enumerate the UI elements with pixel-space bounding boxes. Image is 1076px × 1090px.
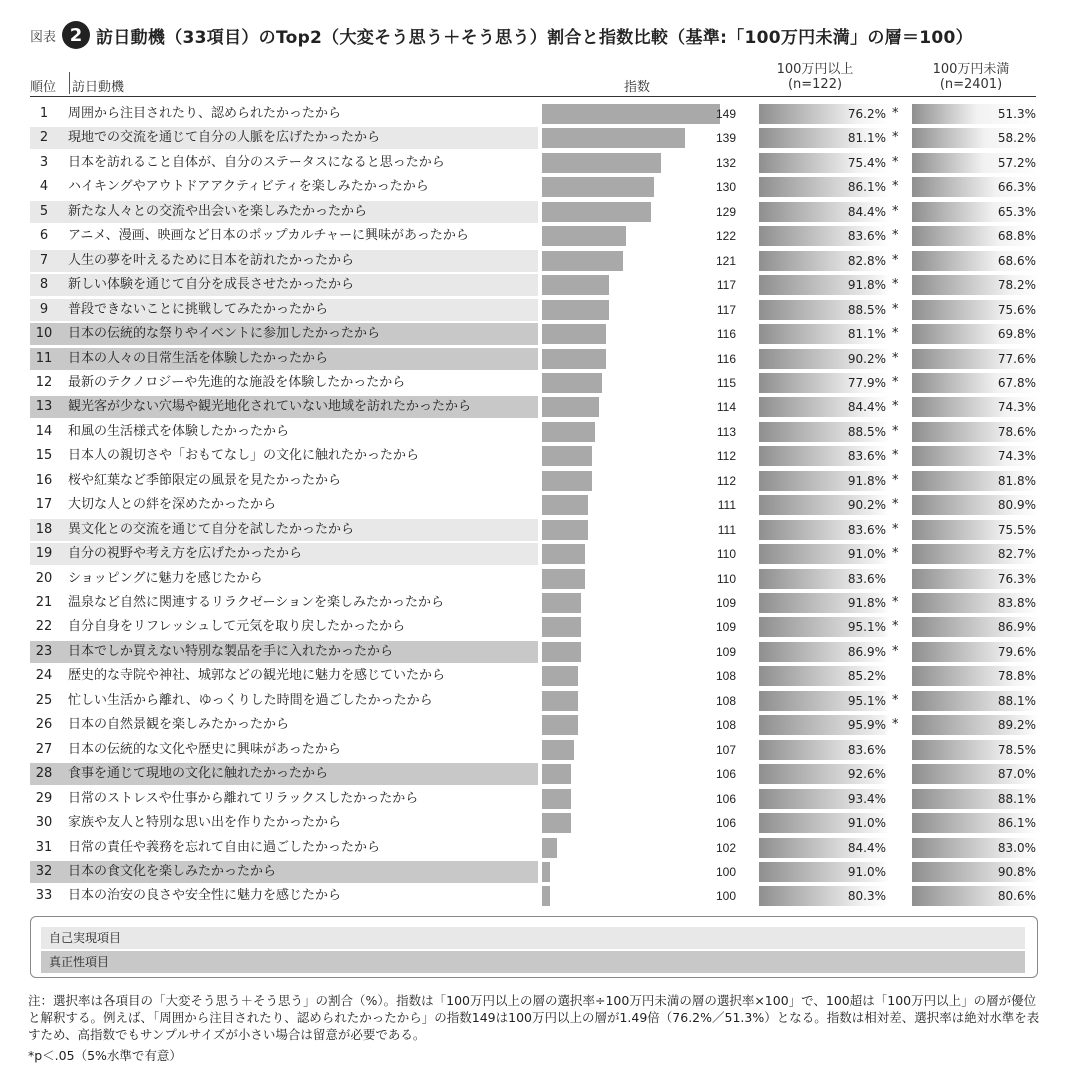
pct-low-value: 78.8% [997, 669, 1036, 684]
pct-low-value: 87.0% [997, 767, 1036, 782]
index-value: 109 [715, 620, 736, 635]
high-income-label: 100万円以上 [776, 62, 854, 77]
pct-high-value: 93.4% [847, 791, 886, 806]
motive-label: 異文化との交流を通じて自分を試したかったから [68, 521, 355, 537]
index-value: 107 [715, 742, 736, 757]
pct-low-value: 74.3% [997, 400, 1036, 415]
pct-high-value: 84.4% [847, 840, 886, 855]
index-bar [542, 422, 595, 442]
pct-high-value: 88.5% [847, 424, 886, 439]
rank-cell: 30 [35, 815, 53, 831]
pct-low-value: 75.6% [997, 302, 1036, 317]
index-bar [542, 642, 581, 662]
index-value: 130 [715, 180, 736, 195]
table-row [30, 591, 1040, 615]
index-value: 112 [716, 473, 736, 488]
significance-mark: * [892, 350, 899, 366]
rank-cell: 6 [39, 228, 49, 244]
index-value: 111 [717, 498, 736, 513]
header-rule [30, 96, 1036, 97]
index-bar [542, 495, 588, 515]
pct-high-value: 84.4% [847, 400, 886, 415]
motive-label: 日常のストレスや仕事から離れてリラックスしたかったから [68, 790, 419, 806]
rank-cell: 21 [35, 595, 53, 610]
significance-mark: * [892, 448, 899, 464]
motive-label: ショッピングに魅力を感じたから [68, 570, 263, 586]
figure-number-badge: 2 [62, 21, 90, 49]
col-header-high-income [760, 62, 870, 92]
pct-high-value: 91.8% [847, 596, 886, 610]
index-value: 114 [716, 400, 736, 415]
pct-low-value: 68.6% [997, 253, 1036, 268]
motive-label: 新しい体験を通じて自分を成長させたかったから [68, 277, 355, 293]
table-row [30, 689, 1040, 713]
significance-mark [892, 664, 904, 688]
significance-mark: * [892, 277, 899, 293]
rank-cell: 24 [35, 668, 53, 684]
index-bar [542, 740, 574, 760]
pct-high-value: 82.8% [847, 253, 886, 268]
table-row [30, 371, 1040, 395]
col-header-rank: 順位 [30, 80, 57, 95]
index-value: 108 [715, 693, 736, 708]
pct-low-value: 78.5% [997, 742, 1036, 757]
table-row [30, 787, 1040, 811]
motive-label: 日本の伝統的な祭りやイベントに参加したかったから [68, 326, 381, 342]
motive-label: 日本の人々の日常生活を体験したかったから [68, 350, 329, 366]
pct-high-value: 88.5% [847, 302, 886, 317]
significance-mark: * [892, 374, 899, 390]
figure-title: 訪日動機（33項目）のTop2（大変そう思う＋そう思う）割合と指数比較（基準:「100万円未満」の層＝100） [96, 27, 973, 48]
rank-cell: 25 [35, 692, 53, 708]
motive-label: 日本の自然景観を楽しみたかったから [68, 717, 290, 733]
motive-label: 自分自身をリフレッシュして元気を取り戻したかったから [68, 619, 406, 635]
pct-high-value: 90.2% [847, 498, 886, 513]
significance-note: *p＜.05（5%水準で有意） [28, 1048, 182, 1063]
significance-mark: * [892, 643, 899, 659]
pct-high-value: 83.6% [847, 449, 886, 464]
rank-cell: 22 [35, 619, 53, 635]
pct-low-value: 69.8% [997, 327, 1036, 342]
significance-mark [892, 884, 904, 908]
pct-high-value: 92.6% [847, 767, 886, 782]
col-header-index: 指数 [624, 80, 651, 95]
index-value: 110 [716, 571, 736, 586]
index-value: 109 [715, 644, 736, 659]
rank-cell: 15 [35, 448, 53, 464]
rank-cell: 1 [39, 106, 49, 121]
rank-cell: 11 [35, 350, 53, 366]
pct-low-value: 80.6% [997, 889, 1036, 904]
table-row [30, 102, 1040, 126]
index-value: 132 [715, 155, 736, 170]
pct-low-value: 83.0% [997, 840, 1036, 855]
table-row [30, 273, 1040, 297]
motive-label: 忙しい生活から離れ、ゆっくりした時間を過ごしたかったから [68, 692, 433, 708]
pct-low-value: 89.2% [997, 718, 1036, 733]
rank-cell: 14 [35, 423, 53, 439]
index-bar [542, 569, 585, 589]
motive-label: 桜や紅葉など季節限定の風景を見たかったから [68, 472, 342, 488]
rank-cell: 3 [39, 154, 49, 170]
pct-low-value: 82.7% [997, 547, 1036, 562]
significance-mark: * [892, 423, 899, 439]
significance-mark: * [892, 130, 899, 146]
pct-low-value: 90.8% [997, 864, 1036, 879]
pct-low-value: 86.9% [997, 620, 1036, 635]
significance-mark: * [892, 203, 899, 219]
pct-low-value: 78.2% [997, 278, 1036, 293]
pct-high-value: 83.6% [847, 229, 886, 244]
index-value: 117 [716, 302, 736, 317]
pct-high-value: 91.0% [847, 864, 886, 879]
rank-cell: 28 [35, 766, 53, 782]
motive-label: 家族や友人と特別な思い出を作りたかったから [68, 815, 342, 831]
pct-low-value: 83.8% [997, 596, 1036, 610]
index-value: 109 [715, 596, 736, 610]
significance-mark [892, 738, 904, 762]
pct-low-value: 75.5% [997, 522, 1036, 537]
table-row [30, 493, 1040, 517]
table-row [30, 298, 1040, 322]
significance-mark: * [892, 154, 899, 170]
index-value: 106 [715, 791, 736, 806]
pct-low-value: 74.3% [997, 449, 1036, 464]
pct-high-value: 91.8% [847, 278, 886, 293]
significance-mark [892, 811, 904, 835]
figure-label: 図表 [30, 29, 57, 45]
pct-low-value: 57.2% [997, 155, 1036, 170]
table-row [30, 126, 1040, 150]
pct-low-value: 58.2% [997, 131, 1036, 146]
index-bar [542, 691, 578, 711]
rank-cell: 4 [39, 179, 49, 195]
pct-high-value: 80.3% [847, 889, 886, 904]
pct-high-value: 85.2% [847, 669, 886, 684]
table-row [30, 615, 1040, 639]
table-row [30, 224, 1040, 248]
pct-low-value: 66.3% [997, 180, 1036, 195]
index-bar [542, 471, 592, 491]
motive-label: アニメ、漫画、映画など日本のポップカルチャーに興味があったから [68, 228, 469, 244]
table-row [30, 713, 1040, 737]
index-value: 106 [715, 767, 736, 782]
col-header-low-income [916, 62, 1026, 92]
motive-label: 最新のテクノロジーや先進的な施設を体験したかったから [68, 374, 406, 390]
significance-mark: * [892, 179, 899, 195]
table-row [30, 347, 1040, 371]
index-bar [542, 153, 661, 173]
table-row [30, 444, 1040, 468]
index-bar [542, 544, 585, 564]
significance-mark: * [892, 497, 899, 513]
pct-high-value: 83.6% [847, 571, 886, 586]
index-bar [542, 300, 609, 320]
rank-cell: 29 [35, 790, 53, 806]
index-bar [542, 373, 602, 393]
index-value: 116 [716, 327, 736, 342]
legend-authenticity: 真正性項目 [41, 951, 1025, 973]
significance-mark [892, 567, 904, 591]
motive-label: 日本の食文化を楽しみたかったから [68, 863, 277, 879]
rank-cell: 27 [35, 741, 53, 757]
index-bar [542, 104, 720, 124]
index-value: 121 [715, 253, 736, 268]
index-value: 108 [715, 669, 736, 684]
index-value: 113 [716, 424, 736, 439]
rank-cell: 2 [39, 130, 49, 146]
significance-mark: * [892, 595, 899, 610]
rank-cell: 13 [35, 399, 53, 415]
rank-cell: 32 [35, 863, 53, 879]
table-row [30, 249, 1040, 273]
rank-cell: 31 [35, 839, 53, 855]
pct-low-value: 77.6% [997, 351, 1036, 366]
pct-high-value: 81.1% [847, 327, 886, 342]
rank-cell: 5 [39, 203, 49, 219]
index-bar [542, 838, 557, 858]
pct-low-value: 86.1% [997, 816, 1036, 831]
table-row [30, 542, 1040, 566]
index-value: 117 [716, 278, 736, 293]
pct-high-value: 84.4% [847, 204, 886, 219]
index-value: 129 [715, 204, 736, 219]
pct-high-value: 86.1% [847, 180, 886, 195]
rank-cell: 8 [39, 277, 49, 293]
index-value: 122 [715, 229, 736, 244]
motive-label: 温泉など自然に関連するリラクゼーションを楽しみたかったから [68, 595, 444, 610]
motive-label: 現地での交流を通じて自分の人脈を広げたかったから [68, 130, 381, 146]
motive-label: 人生の夢を叶えるために日本を訪れたかったから [68, 252, 355, 268]
significance-mark: * [892, 521, 899, 537]
pct-high-value: 77.9% [847, 375, 886, 390]
index-bar [542, 202, 651, 222]
table-row [30, 884, 1040, 908]
motive-label: 歴史的な寺院や神社、城郭などの観光地に魅力を感じていたから [68, 668, 446, 684]
table-row [30, 836, 1040, 860]
index-value: 111 [717, 522, 736, 537]
pct-low-value: 88.1% [997, 693, 1036, 708]
index-value: 108 [715, 718, 736, 733]
index-value: 100 [715, 864, 736, 879]
pct-high-value: 95.1% [847, 693, 886, 708]
motive-label: 日本の伝統的な文化や歴史に興味があったから [68, 741, 341, 757]
rank-cell: 26 [35, 717, 53, 733]
motive-label: 普段できないことに挑戦してみたかったから [68, 301, 329, 317]
index-bar [542, 813, 571, 833]
rank-cell: 23 [35, 643, 53, 659]
pct-low-value: 51.3% [997, 107, 1036, 121]
motive-label: 日本を訪れること自体が、自分のステータスになると思ったから [68, 154, 445, 170]
index-bar [542, 789, 571, 809]
legend [30, 916, 1038, 978]
pct-low-value: 80.9% [997, 498, 1036, 513]
rank-cell: 7 [39, 252, 49, 268]
table-row [30, 469, 1040, 493]
figure-title-block [30, 20, 973, 50]
table-row [30, 175, 1040, 199]
motive-label: 日常の責任や義務を忘れて自由に過ごしたかったから [68, 839, 381, 855]
index-bar [542, 446, 592, 466]
high-income-n: (n=122) [787, 77, 843, 92]
table-row [30, 151, 1040, 175]
rank-cell: 16 [35, 472, 53, 488]
table-row [30, 567, 1040, 591]
table-row [30, 860, 1040, 884]
rank-cell: 10 [35, 326, 53, 342]
rank-cell: 19 [35, 546, 53, 562]
significance-mark: * [892, 399, 899, 415]
table-row [30, 738, 1040, 762]
motive-label: 自分の視野や考え方を広げたかったから [68, 546, 303, 562]
index-bar [542, 666, 578, 686]
significance-mark: * [892, 619, 899, 635]
rank-cell: 33 [35, 888, 53, 904]
pct-low-value: 88.1% [997, 791, 1036, 806]
pct-high-value: 91.0% [847, 547, 886, 562]
pct-high-value: 90.2% [847, 351, 886, 366]
motive-label: 日本でしか買えない特別な製品を手に入れたかったから [68, 643, 394, 659]
index-value: 149 [715, 107, 736, 121]
table-row [30, 395, 1040, 419]
table-row [30, 420, 1040, 444]
motive-label: 新たな人々との交流や出会いを楽しみたかったから [68, 203, 368, 219]
significance-mark [892, 836, 904, 860]
index-value: 110 [716, 547, 736, 562]
index-bar [542, 349, 606, 369]
index-value: 106 [715, 816, 736, 831]
index-bar [542, 715, 578, 735]
significance-mark [892, 787, 904, 811]
motive-label: 食事を通じて現地の文化に触れたかったから [68, 766, 329, 782]
significance-mark: * [892, 546, 899, 562]
significance-mark: * [892, 326, 899, 342]
header-separator [69, 72, 70, 94]
index-value: 115 [716, 375, 736, 390]
index-bar [542, 275, 609, 295]
pct-low-value: 65.3% [997, 204, 1036, 219]
index-value: 102 [715, 840, 736, 855]
table-row [30, 200, 1040, 224]
table-row [30, 762, 1040, 786]
pct-low-value: 78.6% [997, 424, 1036, 439]
index-bar [542, 593, 581, 613]
index-bar [542, 617, 581, 637]
significance-mark [892, 762, 904, 786]
pct-high-value: 95.9% [847, 718, 886, 733]
significance-mark: * [892, 106, 899, 121]
significance-mark: * [892, 301, 899, 317]
index-bar [542, 128, 685, 148]
rank-cell: 9 [39, 301, 49, 317]
col-header-motive: 訪日動機 [72, 80, 125, 95]
low-income-label: 100万円未満 [932, 62, 1010, 77]
pct-low-value: 67.8% [997, 375, 1036, 390]
index-bar [542, 251, 623, 271]
index-value: 112 [716, 449, 736, 464]
motive-label: ハイキングやアウトドアアクティビティを楽しみたかったから [68, 179, 429, 195]
motive-label: 大切な人との絆を深めたかったから [68, 497, 277, 513]
pct-high-value: 86.9% [847, 644, 886, 659]
rank-cell: 18 [35, 521, 53, 537]
low-income-n: (n=2401) [939, 77, 1003, 92]
motive-label: 和風の生活様式を体験したかったから [68, 423, 290, 439]
rank-cell: 12 [35, 374, 53, 390]
index-value: 100 [715, 889, 736, 904]
pct-high-value: 91.8% [847, 473, 886, 488]
table-row [30, 518, 1040, 542]
motive-label: 周囲から注目されたり、認められたかったから [68, 106, 342, 121]
pct-high-value: 83.6% [847, 522, 886, 537]
pct-high-value: 95.1% [847, 620, 886, 635]
rank-cell: 20 [35, 570, 53, 586]
index-value: 139 [715, 131, 736, 146]
pct-high-value: 76.2% [847, 107, 886, 121]
significance-mark: * [892, 252, 899, 268]
pct-low-value: 76.3% [997, 571, 1036, 586]
index-bar [542, 397, 599, 417]
index-bar [542, 886, 550, 906]
table-row [30, 322, 1040, 346]
index-bar [542, 177, 654, 197]
rank-cell: 17 [35, 497, 53, 513]
index-bar [542, 862, 550, 882]
significance-mark: * [892, 228, 899, 244]
significance-mark: * [892, 692, 899, 708]
motive-label: 日本の治安の良さや安全性に魅力を感じたから [68, 888, 342, 904]
significance-mark [892, 860, 904, 884]
index-bar [542, 764, 571, 784]
significance-mark: * [892, 472, 899, 488]
table-row [30, 811, 1040, 835]
pct-low-value: 81.8% [997, 473, 1036, 488]
index-value: 116 [716, 351, 736, 366]
legend-self-realization: 自己実現項目 [41, 927, 1025, 949]
significance-mark: * [892, 717, 899, 733]
pct-high-value: 91.0% [847, 816, 886, 831]
index-bar [542, 226, 626, 246]
pct-low-value: 79.6% [997, 644, 1036, 659]
pct-high-value: 83.6% [847, 742, 886, 757]
index-bar [542, 324, 606, 344]
pct-high-value: 75.4% [847, 155, 886, 170]
footnote: 注：選択率は各項目の「大変そう思う＋そう思う」の割合（%）。指数は「100万円以上の層の選択率÷100万円未満の層の選択率×100」で、100超は「100万円以上」の層が優位と解釈する。例えば、「周囲から注目されたり、認められたかったから」の指数149は100万円以上の層が1.49倍（76.2%／51.3%）となる。指数は相対差、選択率は絶対水準を表すため、高指数でもサンプルサイズが小さい場合は留意が必要である。 [28, 993, 1040, 1042]
pct-low-value: 68.8% [997, 229, 1036, 244]
table-row [30, 664, 1040, 688]
motive-label: 日本人の親切さや「おもてなし」の文化に触れたかったから [68, 448, 420, 464]
motive-label: 観光客が少ない穴場や観光地化されていない地域を訪れたかったから [68, 399, 472, 415]
pct-high-value: 81.1% [847, 131, 886, 146]
table-row [30, 640, 1040, 664]
index-bar [542, 520, 588, 540]
